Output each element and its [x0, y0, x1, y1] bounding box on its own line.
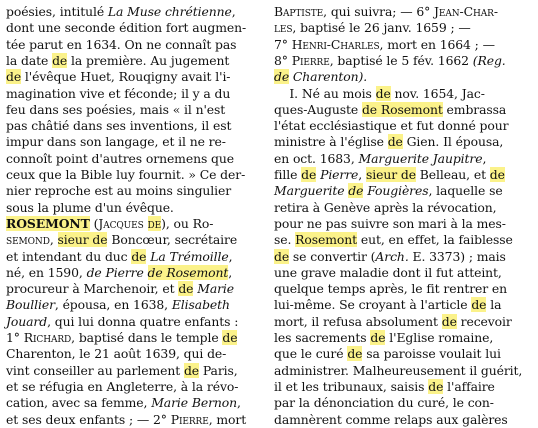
highlighted-term: de	[184, 363, 199, 378]
text-run: , baptisé le 5 fév. 1662	[330, 53, 473, 68]
text-run: mort, il refusa absolument	[274, 314, 442, 329]
text-line	[274, 280, 532, 298]
text-run: Charenton, le 21 août 1639, qui de-	[6, 346, 226, 361]
highlighted-term: de	[148, 216, 162, 231]
highlighted-term: de	[428, 379, 443, 394]
text-run: l'état ecclésiastique et fut donné pour	[274, 118, 508, 133]
highlighted-term: de	[490, 167, 505, 182]
text-run: , laquelle se	[429, 183, 503, 198]
text-run: tée parut en 1634. On ne connaît pas	[6, 37, 236, 52]
text-run: ,	[482, 151, 486, 166]
text-run: il et les tribunaux, saisis	[274, 379, 428, 394]
text-run: (Reg.	[473, 53, 506, 68]
text-line	[6, 52, 264, 70]
text-line	[6, 231, 264, 249]
text-run: embrassa	[443, 102, 506, 117]
text-run: l'Eglise romaine,	[385, 330, 493, 345]
highlighted-term: de	[348, 183, 363, 198]
text-run: Gien. Il épousa,	[403, 134, 503, 149]
text-run: La Trémoille	[150, 249, 228, 264]
text-run: par la dénonciation du curé, le con-	[274, 395, 494, 410]
text-run: 7°	[274, 37, 292, 52]
highlighted-term: de	[131, 249, 146, 264]
text-run: Marguerite Jaupitre	[359, 151, 483, 166]
text-line	[6, 264, 264, 282]
text-run: Boullier	[6, 297, 55, 312]
text-run: Baptiste	[274, 4, 323, 19]
text-run: Pierre	[320, 167, 358, 182]
text-run: en oct. 1683,	[274, 151, 359, 166]
text-run: l'évêque Huet, Rouqigny avait l'i-	[21, 69, 230, 84]
text-run: ,	[232, 4, 236, 19]
text-run: , qui lui donna quatre enfants :	[47, 314, 238, 329]
text-line	[274, 182, 532, 200]
text-run: Paris,	[199, 363, 238, 378]
text-run: magination vive et féconde; il y a du	[6, 86, 230, 101]
text-run: quelque temps après, le fit rentrer en	[274, 281, 507, 296]
text-run: La Muse chrétienne	[108, 4, 232, 19]
text-line	[274, 36, 532, 54]
text-run: Elisabeth	[172, 297, 230, 312]
text-run: recevoir	[457, 314, 512, 329]
text-line	[274, 150, 532, 168]
text-run: Arch.	[375, 249, 408, 264]
text-line	[274, 101, 532, 119]
highlighted-term: de	[222, 330, 237, 345]
highlighted-term: de	[274, 249, 289, 264]
text-run: Pierre	[171, 412, 209, 427]
text-run: la date	[6, 53, 52, 68]
text-run: E. 3373) ; mais	[409, 249, 506, 264]
text-line	[274, 3, 532, 21]
text-run: Marie Bernon	[151, 395, 237, 410]
text-run: Jean-Char-	[434, 4, 498, 19]
text-run: , baptisé le 26 janv. 1659 ; —	[292, 20, 470, 35]
text-run: Belleau, et	[416, 167, 490, 182]
text-line	[6, 150, 264, 168]
text-run: une grave maladie dont il fut atteint,	[274, 265, 502, 280]
text-line	[274, 411, 532, 428]
text-run: et intendant du duc	[6, 249, 131, 264]
text-run: Boncœur, secrétaire	[107, 232, 237, 247]
text-line	[274, 378, 532, 396]
text-run: damnèrent comme relaps aux galères	[274, 412, 508, 427]
text-line	[274, 248, 532, 266]
text-run: Marie	[197, 281, 234, 296]
text-run: impur dans son langage, et il ne re-	[6, 134, 226, 149]
text-run: sa paroisse voulait lui	[362, 346, 500, 361]
text-run: Fougières	[363, 183, 428, 198]
text-line	[6, 378, 264, 396]
text-line	[6, 394, 264, 412]
text-run: dont une seconde édition fort augmen-	[6, 20, 246, 35]
text-run: , épousa, en 1638,	[55, 297, 172, 312]
text-run: administrer. Malheureusement il guérit,	[274, 363, 522, 378]
text-run: vint conseiller au parlement	[6, 363, 184, 378]
text-line	[274, 215, 532, 233]
text-run: Pierre	[292, 53, 330, 68]
text-run: ,	[237, 395, 241, 410]
text-line	[274, 362, 532, 380]
text-line	[274, 117, 532, 135]
highlighted-term: de	[6, 69, 21, 84]
text-line	[274, 68, 532, 86]
text-run: Henri-Charles	[292, 37, 380, 52]
text-run: ques-Auguste	[274, 102, 362, 117]
highlighted-term: de	[301, 167, 316, 182]
text-run: ceux que la Bible luy fournit. » Ce der-	[6, 167, 245, 182]
highlighted-term: de	[471, 297, 486, 312]
text-line	[274, 394, 532, 412]
text-run: ,	[358, 167, 366, 182]
text-line	[274, 166, 532, 184]
text-line	[6, 133, 264, 151]
text-run: eut, en effet, la faiblesse	[357, 232, 513, 247]
text-run: 1°	[6, 330, 24, 345]
text-run: feu dans ses poésies, mais « il n'est	[6, 102, 225, 117]
text-line	[6, 296, 264, 314]
text-run: ,	[228, 265, 232, 280]
text-run: poésies, intitulé	[6, 4, 108, 19]
text-run: nov. 1654, Jac-	[391, 86, 485, 101]
text-run: 8°	[274, 53, 292, 68]
highlighted-term: de	[442, 314, 457, 329]
text-line	[6, 199, 264, 217]
text-run: que le curé	[274, 346, 347, 361]
text-line	[274, 85, 532, 103]
text-run: , mort en 1664 ; —	[380, 37, 495, 52]
highlighted-term: de	[376, 86, 391, 101]
highlighted-term: de	[388, 134, 403, 149]
text-line	[6, 329, 264, 347]
text-line	[6, 313, 264, 331]
highlighted-term: ROSEMONT	[6, 216, 90, 231]
text-line	[274, 199, 532, 217]
text-line	[6, 166, 264, 184]
text-line	[6, 19, 264, 37]
text-line	[6, 248, 264, 266]
text-run: la	[486, 297, 501, 312]
text-line	[6, 345, 264, 363]
text-line	[274, 52, 532, 70]
text-line	[6, 280, 264, 298]
text-run: pour ne pas suivre son mari à la mes-	[274, 216, 506, 231]
text-run: ministre à l'église	[274, 134, 388, 149]
text-run: , mort	[209, 412, 246, 427]
highlighted-term: Rosemont	[295, 232, 357, 247]
text-run: ,	[229, 249, 233, 264]
text-line	[6, 182, 264, 200]
highlighted-term: sieur de	[58, 232, 108, 247]
text-run: et se réfugia en Angleterre, à la révo-	[6, 379, 238, 394]
highlighted-term: de	[274, 69, 289, 84]
text-line	[6, 36, 264, 54]
text-run: ), ou Ro-	[161, 216, 213, 231]
text-run: Marguerite	[274, 183, 348, 198]
text-run: lui-même. Se croyant à l'article	[274, 297, 471, 312]
highlighted-term: de	[347, 346, 362, 361]
highlighted-term: de Rosemont	[148, 265, 229, 280]
text-run: Richard	[24, 330, 71, 345]
text-line	[6, 215, 264, 233]
text-run: pas châtié dans ses inventions, il est	[6, 118, 231, 133]
text-run: se.	[274, 232, 295, 247]
text-run: Jacques	[98, 216, 147, 231]
text-run: retira à Genève après la révocation,	[274, 200, 497, 215]
text-run: les sacrements	[274, 330, 370, 345]
text-run: , qui suivra; — 6°	[323, 4, 434, 19]
text-run: Charenton).	[289, 69, 367, 84]
highlighted-term: sieur de	[366, 167, 416, 182]
text-run: semond	[6, 232, 50, 247]
text-line	[6, 68, 264, 86]
text-run: procureur à Marchenoir, et	[6, 281, 178, 296]
text-line	[6, 3, 264, 21]
text-run: (	[90, 216, 99, 231]
text-run: et ses deux enfants ; — 2°	[6, 412, 171, 427]
text-run: ,	[50, 232, 58, 247]
text-run: Jouard	[6, 314, 47, 329]
text-line	[274, 133, 532, 151]
text-line	[6, 362, 264, 380]
text-line	[274, 264, 532, 282]
text-line	[274, 345, 532, 363]
text-line	[274, 19, 532, 37]
text-line	[274, 296, 532, 314]
text-run: de Pierre	[87, 265, 148, 280]
highlighted-term: de	[178, 281, 193, 296]
text-line	[6, 85, 264, 103]
text-run: sous la plume d'un évêque.	[6, 200, 174, 215]
text-run: les	[274, 20, 292, 35]
text-line	[6, 117, 264, 135]
text-run: I. Né au mois	[274, 86, 376, 101]
text-run: se convertir (	[289, 249, 375, 264]
text-line	[6, 101, 264, 119]
text-line	[6, 411, 264, 428]
text-run: fille	[274, 167, 301, 182]
text-line	[274, 231, 532, 249]
highlighted-term: de	[370, 330, 385, 345]
text-run: nier reproche est au moins singulier	[6, 183, 231, 198]
highlighted-term: de Rosemont	[362, 102, 443, 117]
text-run: , baptisé dans le temple	[71, 330, 222, 345]
text-line	[274, 329, 532, 347]
text-run: né, en 1590,	[6, 265, 87, 280]
highlighted-term: de	[52, 53, 67, 68]
text-run: la première. Au jugement	[67, 53, 229, 68]
text-run: cation, avec sa femme,	[6, 395, 151, 410]
text-run: l'affaire	[443, 379, 494, 394]
text-run: connoît point d'autres ornemens que	[6, 151, 234, 166]
text-line	[274, 313, 532, 331]
